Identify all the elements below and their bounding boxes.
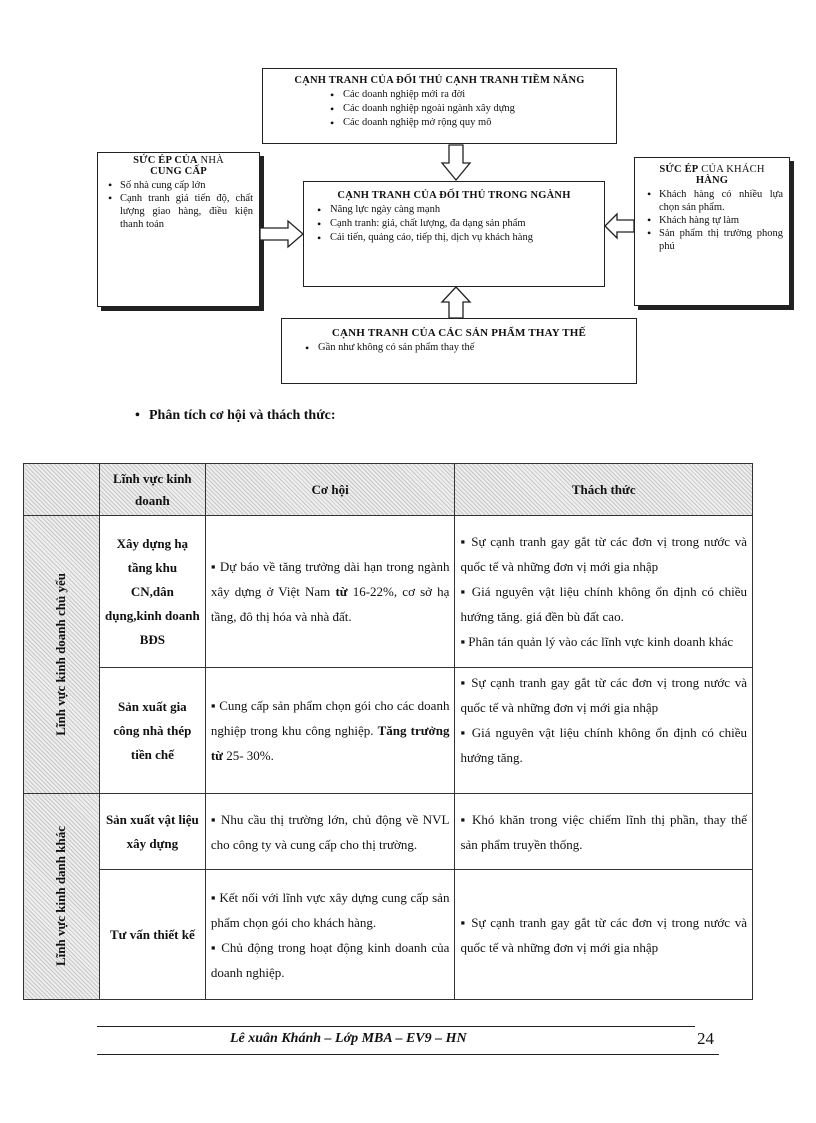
opportunity-cell: ▪ Nhu cầu thị trường lớn, chủ động về NVL cho công ty và cung cấp cho thị trường. bbox=[205, 794, 455, 870]
challenge-cell: ▪ Sự cạnh tranh gay gắt từ các đơn vị trong nước và quốc tế và những đơn vị mới gia nhập bbox=[455, 870, 753, 1000]
header-opportunity: Cơ hội bbox=[205, 464, 455, 516]
potential-competitors-title: CẠNH TRANH CỦA ĐỐI THỦ CẠNH TRANH TIỀM NĂNG bbox=[294, 75, 585, 86]
list-item: • Khách hàng tự làm bbox=[659, 214, 783, 227]
arrow-up-icon bbox=[441, 287, 471, 319]
arrow-right-icon bbox=[260, 220, 304, 248]
table-row bbox=[24, 794, 753, 870]
list-item: • Cải tiến, quảng cáo, tiếp thị, dịch vụ khách hàng bbox=[330, 231, 596, 245]
list-item: • Số nhà cung cấp lớn bbox=[120, 179, 253, 192]
list-item: • Cạnh tranh giá tiến độ, chất lượng giao hàng, điều kiện thanh toán bbox=[120, 192, 253, 231]
table-header-row bbox=[24, 464, 753, 516]
table-row bbox=[24, 870, 753, 1000]
list-item: • Các doanh nghiệp mới ra đời bbox=[343, 88, 616, 102]
list-item: • Năng lực ngày càng mạnh bbox=[330, 203, 596, 217]
field-cell: Sản xuất gia công nhà thép tiền chế bbox=[99, 668, 205, 794]
field-cell: Sản xuất vật liệu xây dựng bbox=[99, 794, 205, 870]
substitutes-title: CẠNH TRANH CỦA CÁC SẢN PHẨM THAY THẾ bbox=[331, 327, 587, 339]
potential-competitors-box bbox=[262, 68, 617, 144]
arrow-down-icon bbox=[441, 145, 471, 181]
list-item: • Cạnh tranh: giá, chất lượng, đa dạng sản phẩm bbox=[330, 217, 596, 231]
footer-top-rule bbox=[97, 1026, 695, 1027]
table-row bbox=[24, 516, 753, 668]
list-item: • Các doanh nghiệp mở rộng quy mô bbox=[343, 116, 616, 130]
challenge-cell: ▪ Khó khăn trong việc chiếm lĩnh thị phần, thay thế sản phẩm truyền thống. bbox=[455, 794, 753, 870]
industry-rivalry-title: CẠNH TRANH CỦA ĐỐI THỦ TRONG NGÀNH bbox=[337, 190, 571, 201]
opportunity-cell: ▪ Dự báo về tăng trưởng dài hạn trong ngành xây dựng ở Việt Nam từ 16-22%, cơ sở hạ tầng, đô thị hóa và nhà đất. bbox=[205, 516, 455, 668]
group-label-other: Lĩnh vực kinh danh khác bbox=[24, 794, 100, 1000]
opportunity-cell: ▪ Kết nối với lĩnh vực xây dựng cung cấp sản phẩm chọn gói cho khách hàng. ▪ Chủ động trong hoạt động kinh doanh của doanh nghiệp. bbox=[205, 870, 455, 1000]
list-item: • Khách hàng có nhiều lựa chọn sản phẩm. bbox=[659, 188, 783, 214]
substitutes-list bbox=[290, 341, 628, 355]
footer-bottom-rule bbox=[97, 1054, 719, 1055]
industry-rivalry-list bbox=[312, 203, 596, 245]
header-corner bbox=[24, 464, 100, 516]
potential-competitors-list bbox=[263, 88, 616, 130]
list-item: • Các doanh nghiệp ngoài ngành xây dựng bbox=[343, 102, 616, 116]
field-cell: Tư vấn thiết kế bbox=[99, 870, 205, 1000]
supplier-pressure-list bbox=[104, 179, 253, 231]
header-challenge: Thách thức bbox=[455, 464, 753, 516]
group-label-main: Lĩnh vực kinh doanh chủ yếu bbox=[24, 516, 100, 794]
opportunity-challenge-table bbox=[23, 463, 753, 1000]
field-cell: Xây dựng hạ tầng khu CN,dân dụng,kinh doanh BĐS bbox=[99, 516, 205, 668]
customer-pressure-box bbox=[634, 157, 790, 306]
header-field: Lĩnh vực kinh doanh bbox=[99, 464, 205, 516]
list-item: • Gần như không có sản phẩm thay thế bbox=[318, 341, 628, 355]
list-item: • Sản phẩm thị trường phong phú bbox=[659, 227, 783, 253]
table-row bbox=[24, 668, 753, 794]
arrow-left-icon bbox=[605, 213, 635, 239]
supplier-pressure-title: SỨC ÉP CỦA NHÀ CUNG CẤP bbox=[133, 155, 224, 177]
customer-pressure-title: SỨC ÉP CỦA KHÁCH HÀNG bbox=[659, 164, 765, 186]
challenge-cell: ▪ Sự cạnh tranh gay gắt từ các đơn vị trong nước và quốc tế và những đơn vị mới gia nhập ▪ Giá nguyên vật liệu chính không ổn định có chiều hướng tăng. bbox=[455, 668, 753, 794]
industry-rivalry-box bbox=[303, 181, 605, 287]
substitutes-box bbox=[281, 318, 637, 384]
opportunity-cell: ▪ Cung cấp sản phẩm chọn gói cho các doanh nghiệp trong khu công nghiệp. Tăng trưởng từ 25- 30%. bbox=[205, 668, 455, 794]
supplier-pressure-box bbox=[97, 152, 260, 307]
section-heading: • Phân tích cơ hội và thách thức: bbox=[135, 408, 336, 423]
challenge-cell: ▪ Sự cạnh tranh gay gắt từ các đơn vị trong nước và quốc tế và những đơn vị mới gia nhập ▪ Giá nguyên vật liệu chính không ổn định có chiều hướng tăng. giá đền bù đất cao. ▪ Phân tán quản lý vào các lĩnh vực kinh doanh khác bbox=[455, 516, 753, 668]
page-number: 24 bbox=[697, 1029, 714, 1048]
customer-pressure-list bbox=[641, 188, 783, 253]
footer-author: Lê xuân Khánh – Lớp MBA – EV9 – HN bbox=[230, 1031, 467, 1046]
